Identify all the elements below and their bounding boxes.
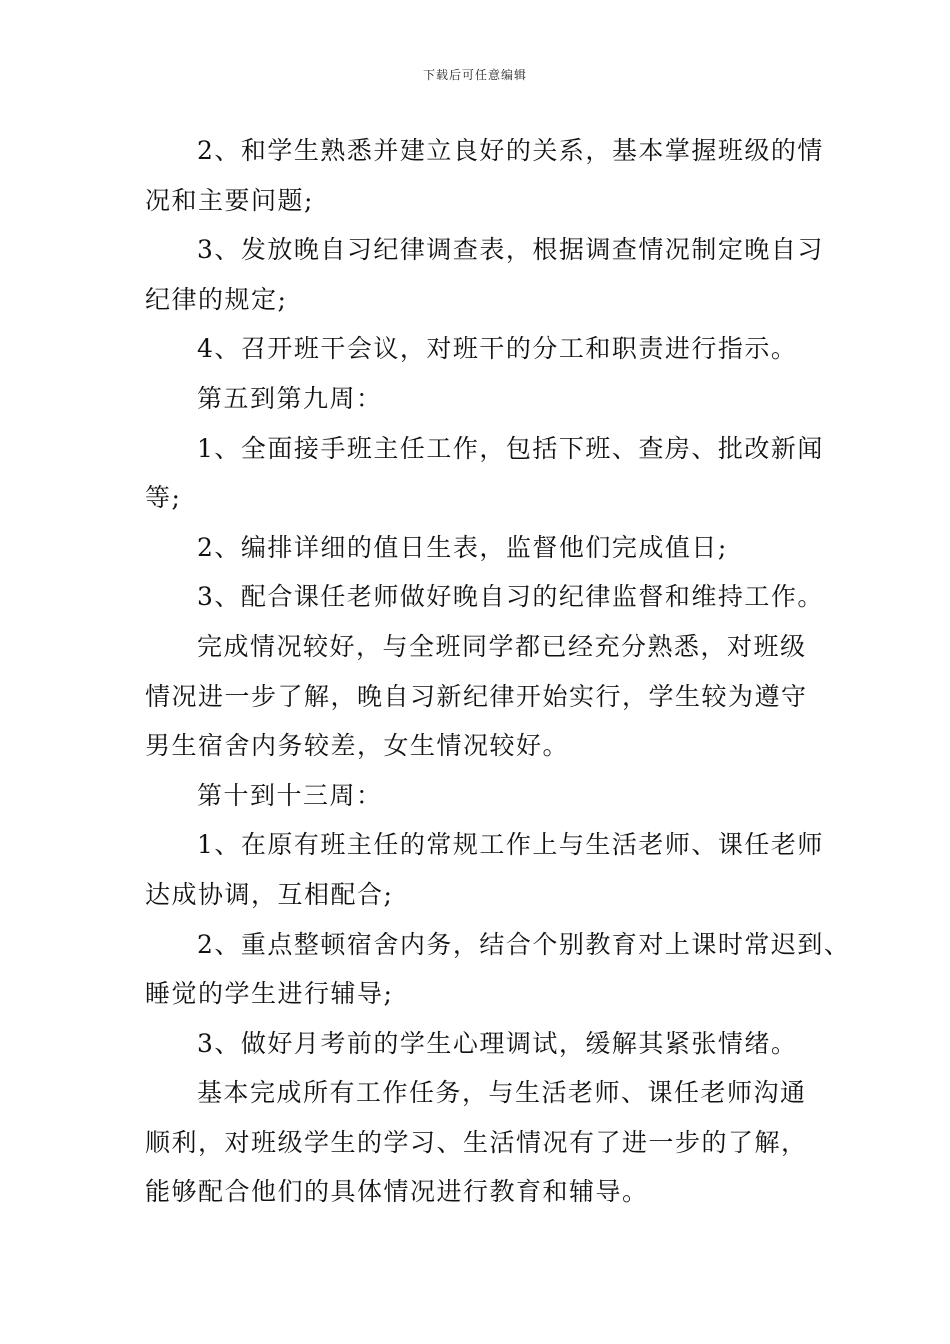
text-line: 能够配合他们的具体情况进行教育和辅导。 xyxy=(145,1177,649,1207)
text-line: 等; xyxy=(145,483,182,513)
text-line: 达成协调，互相配合; xyxy=(145,879,394,909)
text-line: 纪律的规定; xyxy=(145,284,288,314)
text-line: 1、在原有班主任的常规工作上与生活老师、课任老师 xyxy=(197,830,824,860)
page-header: 下载后可任意编辑 xyxy=(422,68,527,82)
text-line: 男生宿舍内务较差，女生情况较好。 xyxy=(145,731,570,761)
text-line: 情况进一步了解，晚自习新纪律开始实行，学生较为遵守 xyxy=(145,681,808,711)
text-line: 4、召开班干会议，对班干的分工和职责进行指示。 xyxy=(197,334,798,364)
text-line: 顺利，对班级学生的学习、生活情况有了进一步的了解， xyxy=(145,1127,808,1157)
text-line: 2、重点整顿宿舍内务，结合个别教育对上课时常迟到、 xyxy=(197,929,851,959)
section-heading: 第十到十三周： xyxy=(197,780,383,810)
text-line: 3、发放晚自习纪律调查表，根据调查情况制定晚自习 xyxy=(197,235,824,265)
text-line: 睡觉的学生进行辅导; xyxy=(145,979,394,1009)
text-line: 基本完成所有工作任务，与生活老师、课任老师沟通 xyxy=(197,1078,807,1108)
text-line: 1、全面接手班主任工作，包括下班、查房、批改新闻 xyxy=(197,433,824,463)
text-line: 完成情况较好，与全班同学都已经充分熟悉，对班级 xyxy=(197,631,807,661)
text-line: 2、和学生熟悉并建立良好的关系，基本掌握班级的情 xyxy=(197,136,824,165)
section-heading: 第五到第九周： xyxy=(197,383,383,413)
text-line: 3、配合课任老师做好晚自习的纪律监督和维持工作。 xyxy=(197,582,824,612)
text-line: 2、编排详细的值日生表，监督他们完成值日; xyxy=(197,532,728,562)
document-body xyxy=(145,126,851,1217)
text-line: 3、做好月考前的学生心理调试，缓解其紧张情绪。 xyxy=(197,1028,798,1058)
text-line: 况和主要问题; xyxy=(145,185,314,215)
